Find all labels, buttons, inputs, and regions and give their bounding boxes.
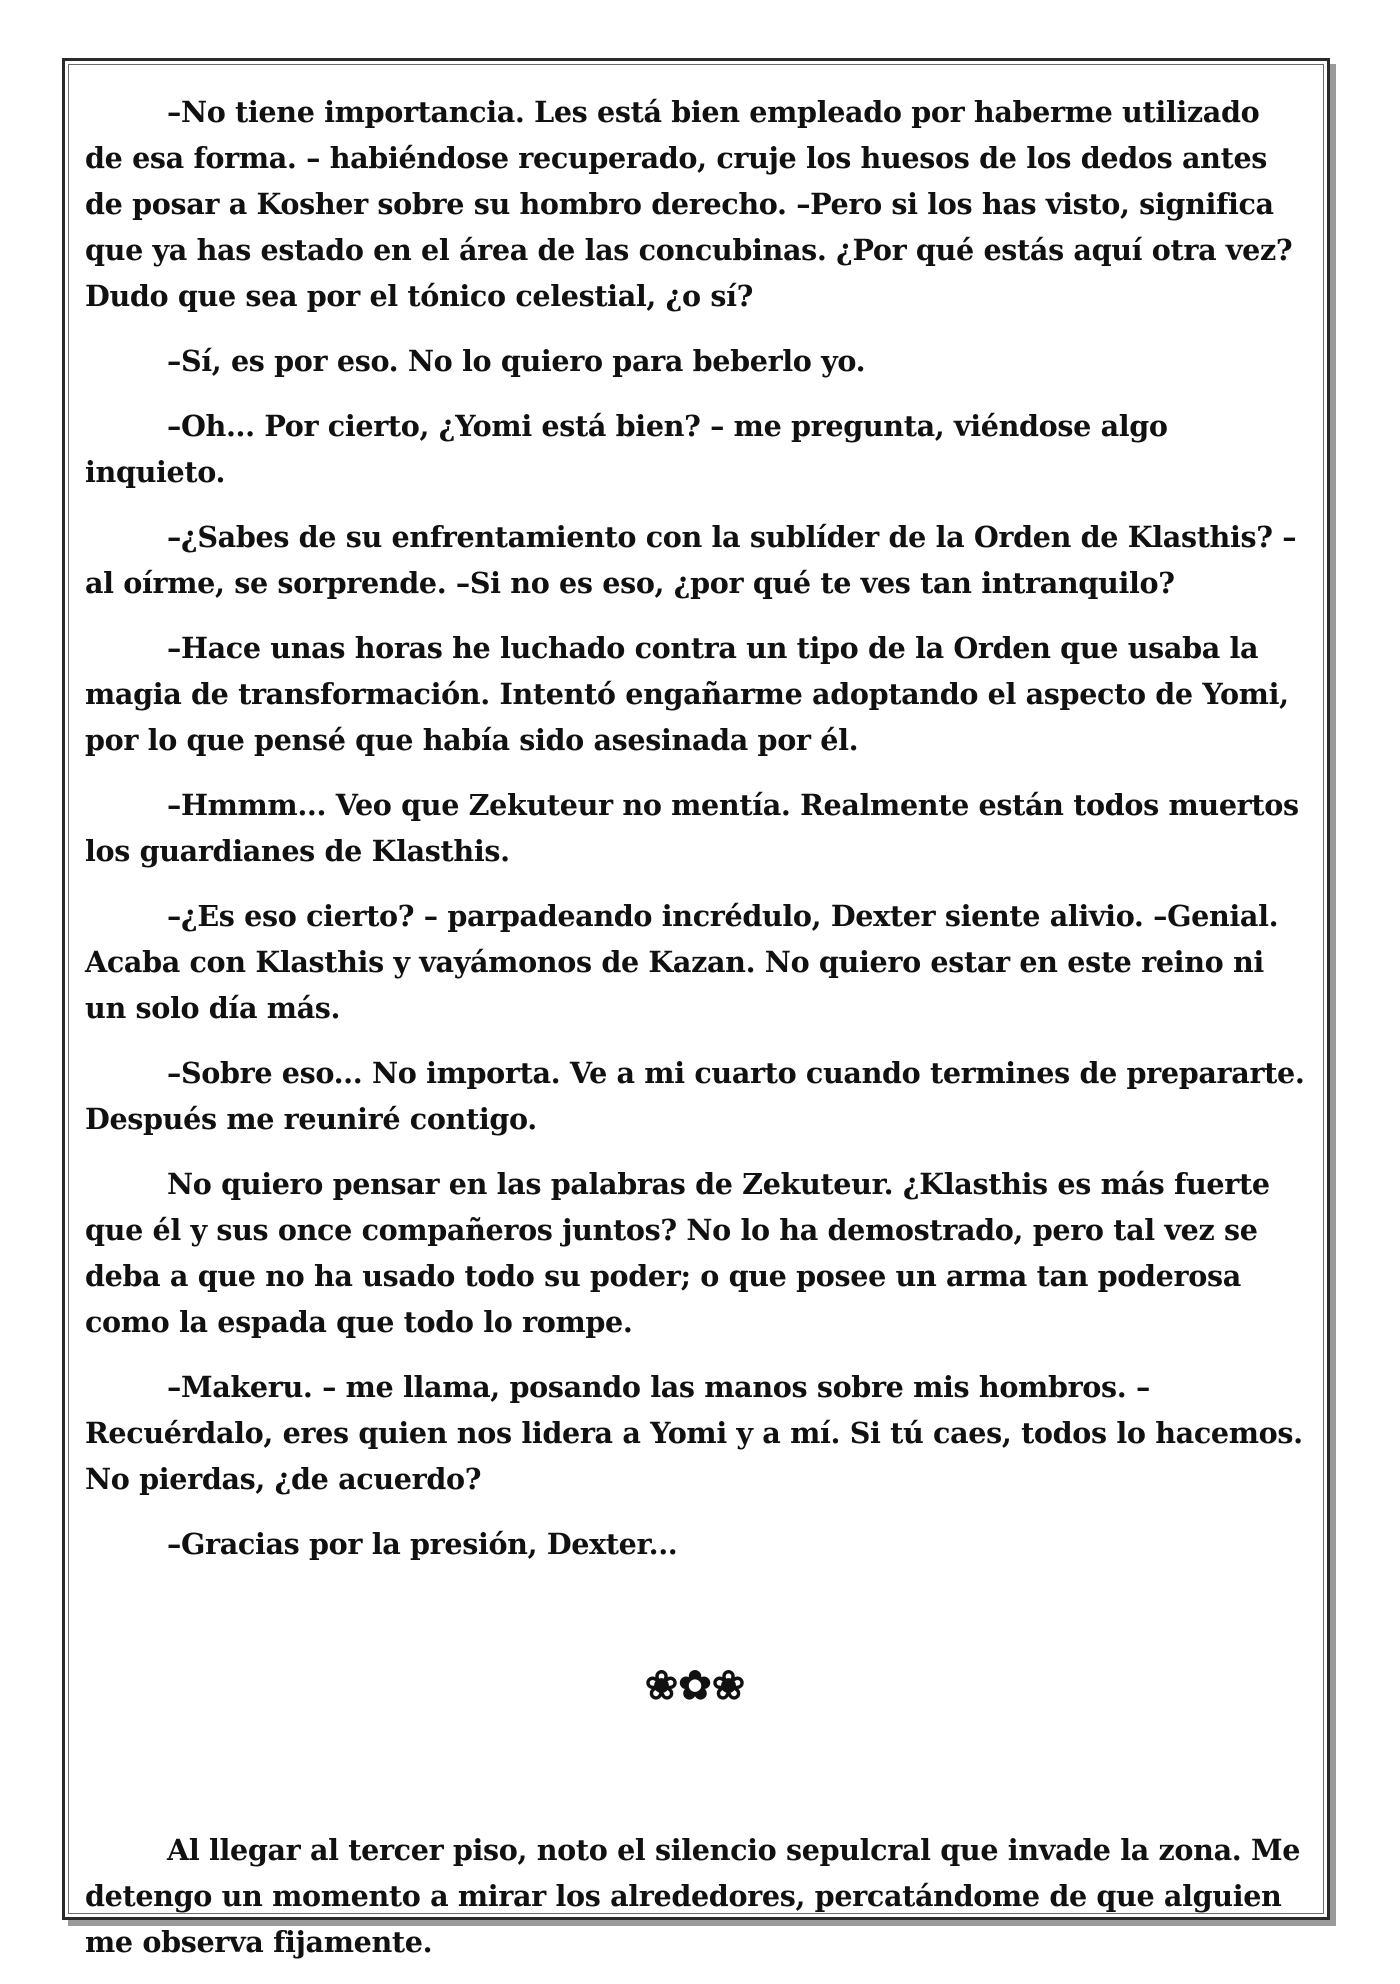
page-frame bbox=[62, 58, 1330, 1959]
paragraph-8: –Sobre eso... No importa. Ve a mi cuarto cuando termines de prepararte. Después me reuniré contigo. bbox=[85, 1056, 1305, 1136]
paragraph-4: –¿Sabes de su enfrentamiento con la sublíder de la Orden de Klasthis? – al oírme, se sorprende. –Si no es eso, ¿por qué te ves tan intranquilo? bbox=[85, 520, 1297, 600]
paragraph-3: –Oh... Por cierto, ¿Yomi está bien? – me pregunta, viéndose algo inquieto. bbox=[85, 409, 1168, 489]
paragraph-6: –Hmmm... Veo que Zekuteur no mentía. Realmente están todos muertos los guardianes de Klasthis. bbox=[85, 788, 1299, 868]
document-body bbox=[85, 89, 1305, 1984]
paragraph-12: Al llegar al tercer piso, noto el silencio sepulcral que invade la zona. Me detengo un momento a mirar los alrededores, percatándome de que alguien me observa fijamente. bbox=[85, 1833, 1301, 1959]
paragraph-9: No quiero pensar en las palabras de Zekuteur. ¿Klasthis es más fuerte que él y sus once compañeros juntos? No lo ha demostrado, pero tal vez se deba a que no ha usado todo su poder; o que posee un arma tan poderosa como la espada que todo lo rompe. bbox=[85, 1167, 1270, 1339]
scene-break-ornament: ❀✿❀ bbox=[644, 1662, 746, 1709]
paragraph-11: –Gracias por la presión, Dexter... bbox=[167, 1527, 678, 1561]
paragraph-1: –No tiene importancia. Les está bien empleado por haberme utilizado de esa forma. – habiéndose recuperado, cruje los huesos de los dedos antes de posar a Kosher sobre su hombro derecho. –Pero si los has visto, significa que ya has estado en el área de las concubinas. ¿Por qué estás aquí otra vez? Dudo que sea por el tónico celestial, ¿o sí? bbox=[85, 95, 1293, 313]
paragraph-5: –Hace unas horas he luchado contra un tipo de la Orden que usaba la magia de transformación. Intentó engañarme adoptando el aspecto de Yomi, por lo que pensé que había sido asesinada por él. bbox=[85, 631, 1289, 757]
paragraph-7: –¿Es eso cierto? – parpadeando incrédulo, Dexter siente alivio. –Genial. Acaba con Klasthis y vayámonos de Kazan. No quiero estar en este reino ni un solo día más. bbox=[85, 899, 1279, 1025]
paragraph-2: –Sí, es por eso. No lo quiero para beberlo yo. bbox=[167, 344, 866, 378]
paragraph-10: –Makeru. – me llama, posando las manos sobre mis hombros. –Recuérdalo, eres quien nos lidera a Yomi y a mí. Si tú caes, todos lo hacemos. No pierdas, ¿de acuerdo? bbox=[85, 1370, 1303, 1496]
